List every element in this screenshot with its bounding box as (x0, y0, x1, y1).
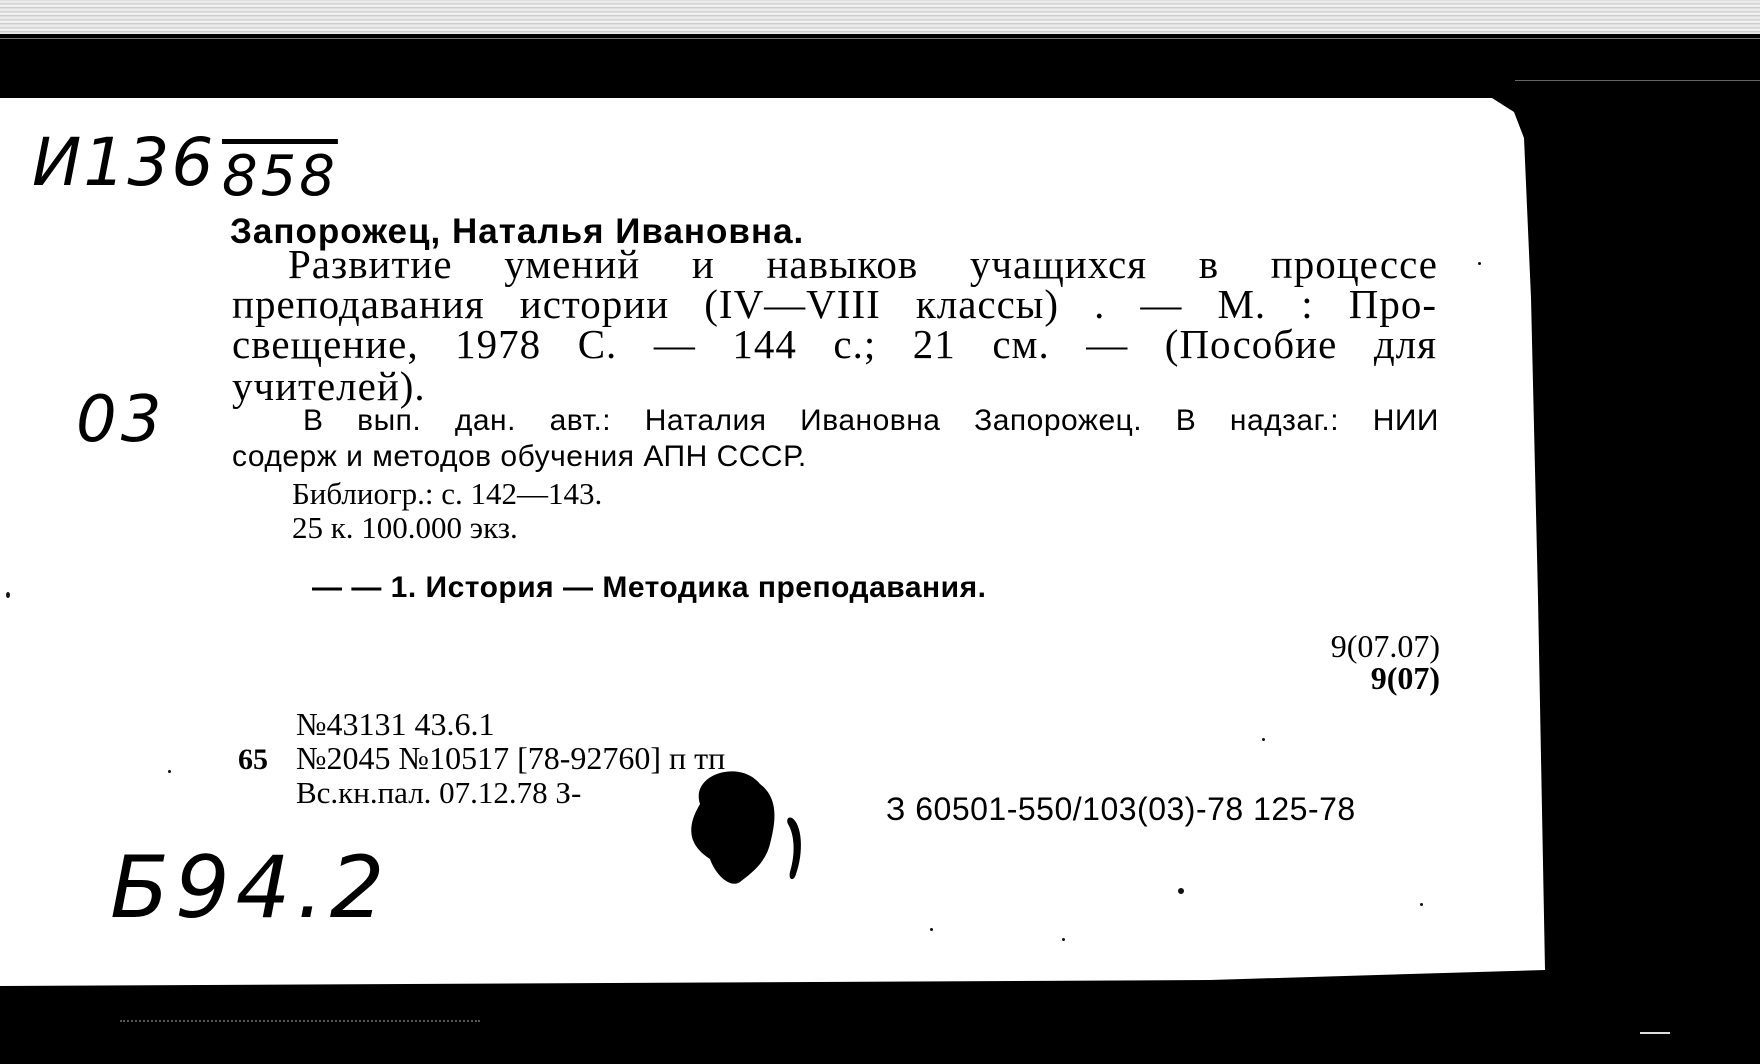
scan-top-line (0, 38, 1760, 39)
scan-right-line (1515, 80, 1760, 81)
title-line-1: Развитие умений и навыков учащихся в процессе (288, 241, 1438, 287)
handwritten-shelf-code: 03 (76, 383, 166, 457)
scan-bottom-dotted-line (120, 1020, 480, 1023)
title-line-2: преподавания истории (IV—VIII классы) . — М. : Про- (232, 281, 1437, 327)
ink-blot (680, 764, 820, 894)
ink-speck (1478, 262, 1481, 265)
handwritten-library-cipher: Б94.2 (110, 838, 391, 938)
ink-speck (168, 770, 171, 773)
isbn-code-line: З 60501-550/103(03)-78 125-78 (886, 791, 1356, 827)
note-line-2: содерж и методов обучения АПН СССР. (232, 440, 807, 473)
registration-line-2: №2045 №10517 [78-92760] п тп (296, 740, 726, 776)
scan-top-strip (0, 0, 1760, 34)
ink-speck (1062, 938, 1065, 941)
note-line-1: В вып. дан. авт.: Наталия Ивановна Запорожец. В надзаг.: НИИ (303, 404, 1439, 437)
ink-speck (6, 592, 10, 598)
registration-line-3: Вс.кн.пал. 07.12.78 З- (296, 775, 582, 810)
scan-bottom-right-tick (1640, 1032, 1670, 1034)
ink-speck (930, 928, 933, 931)
author-heading: Запорожец, Наталья Ивановна. (230, 212, 805, 251)
classification-index-1: 9(07.07) (1330, 628, 1440, 664)
title-line-3: свещение, 1978 С. — 144 с.; 21 см. — (Пособие для (232, 321, 1437, 367)
title-line-4: учителей). (232, 363, 426, 409)
registration-line-2-prefix: 65 (238, 743, 268, 776)
registration-line-1: №43131 43.6.1 (296, 706, 495, 742)
bibliography-note: Библиогр.: с. 142—143. (292, 476, 603, 511)
classification-index-2: 9(07) (1370, 660, 1440, 696)
handwritten-inventory-suffix: 858 (222, 144, 338, 209)
price-print-run: 25 к. 100.000 экз. (292, 510, 518, 545)
ink-speck (1178, 888, 1184, 894)
handwritten-inventory-number: И136 (32, 124, 216, 201)
ink-speck (1262, 738, 1265, 741)
ink-speck (1420, 903, 1423, 906)
subject-heading: — — 1. История — Методика преподавания. (312, 571, 987, 604)
